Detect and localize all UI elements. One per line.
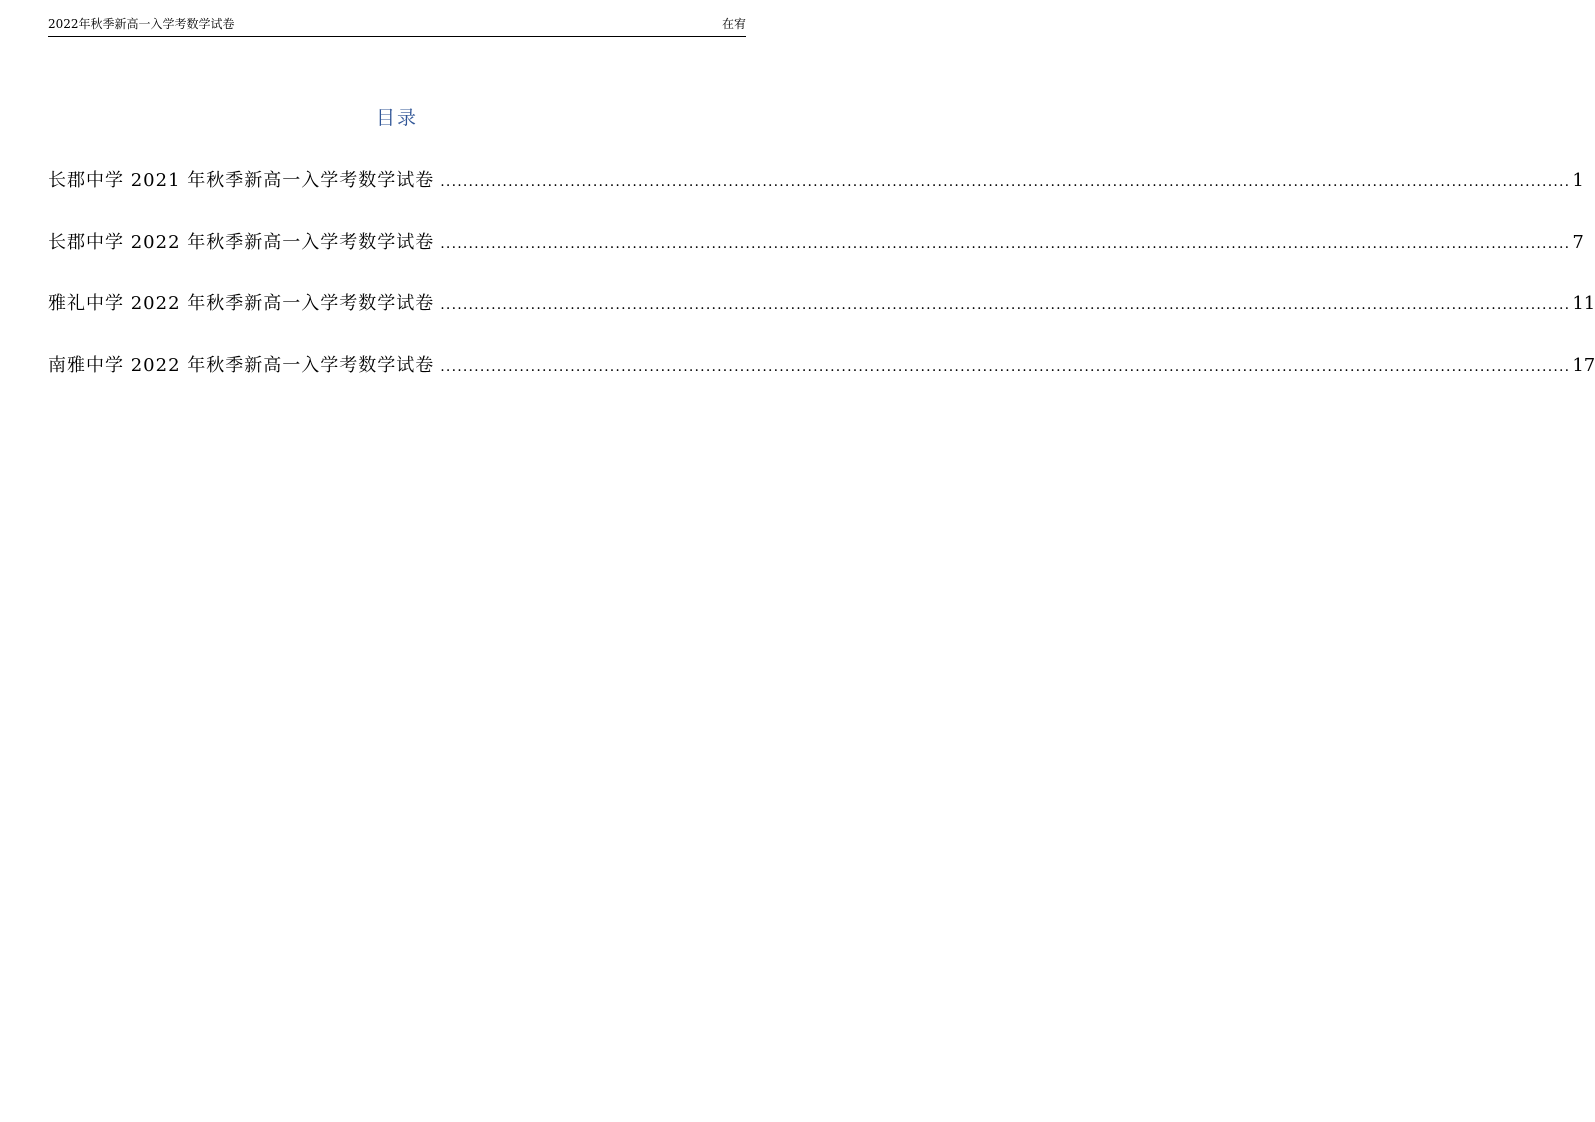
toc-leader-dots: ........................................................................................................................................................................................................ (440, 174, 1571, 190)
toc-entry-text: 南雅中学 2022 年秋季新高一入学考数学试卷 (48, 354, 435, 376)
toc-entry-text: 长郡中学 2022 年秋季新高一入学考数学试卷 (48, 231, 435, 253)
toc-entry-text: 长郡中学 2021 年秋季新高一入学考数学试卷 (48, 170, 435, 191)
toc-leader-dots: ........................................................................................................................................................................................................ (440, 297, 1571, 313)
toc-title: 目录 (375, 107, 418, 129)
toc-entry-page: 7 (1572, 231, 1584, 253)
header-title: 2022年秋季新高一入学考数学试卷 (48, 17, 235, 31)
toc-entry-page: 17 (1572, 354, 1595, 376)
toc-entry-text: 雅礼中学 2022 年秋季新高一入学考数学试卷 (48, 293, 435, 314)
header-right-text: 在宥 (721, 17, 746, 31)
toc-entry[interactable] (48, 289, 1595, 351)
toc-leader-dots: ........................................................................................................................................................................................................ (440, 235, 1571, 252)
toc-entry[interactable] (48, 228, 1584, 290)
toc-entry-page: 11 (1572, 293, 1595, 314)
toc-leader-dots: ........................................................................................................................................................................................................ (440, 358, 1571, 375)
page-header (48, 14, 746, 37)
toc-entry[interactable] (48, 351, 1595, 413)
toc-entry-page: 1 (1572, 170, 1584, 191)
toc-list (48, 166, 1595, 412)
toc-entry[interactable] (48, 166, 1584, 228)
